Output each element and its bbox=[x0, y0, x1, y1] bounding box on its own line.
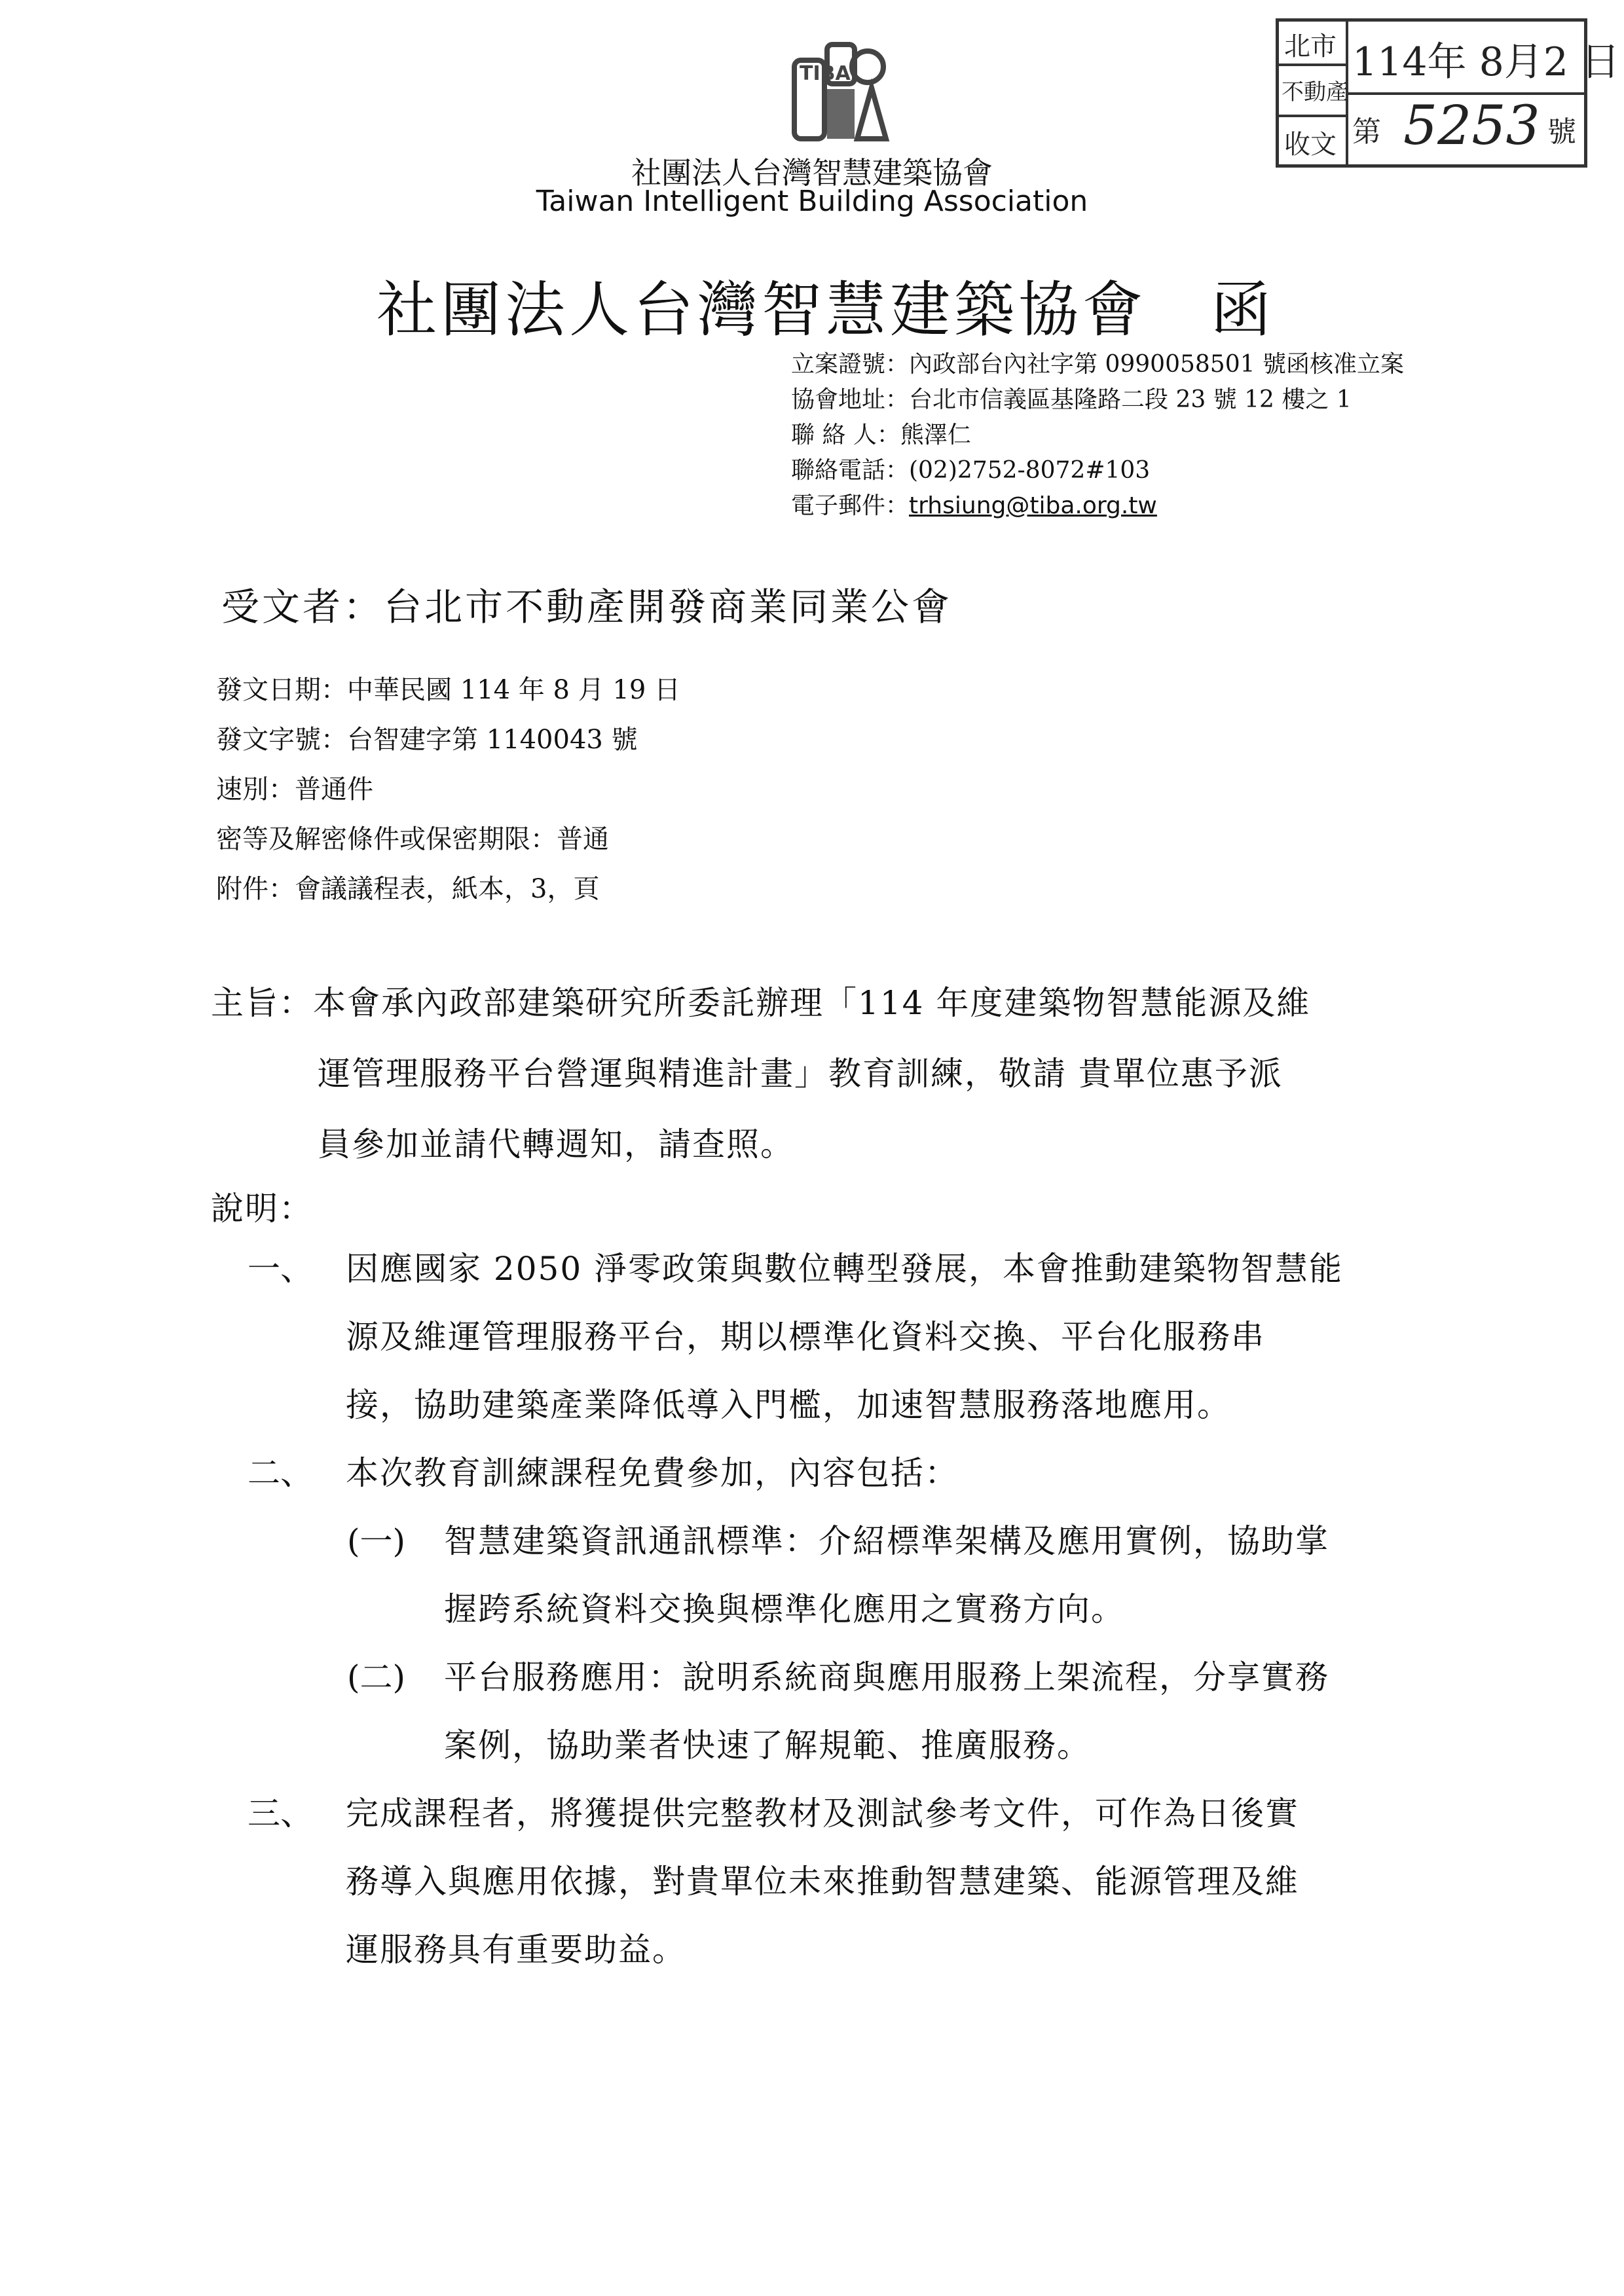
item-3-line-1: 完成課程者，將獲提供完整教材及測試參考文件，可作為日後實 bbox=[346, 1795, 1299, 1832]
confidentiality: 密等及解密條件或保密期限：普通 bbox=[216, 824, 609, 854]
subitem-1-mark: (一) bbox=[347, 1522, 406, 1560]
info-label: 電子郵件： bbox=[791, 492, 910, 519]
item-3-line-2: 務導入與應用依據，對貴單位未來推動智慧建築、能源管理及維 bbox=[346, 1863, 1299, 1901]
explanation-heading: 說明： bbox=[211, 1190, 313, 1228]
info-registration bbox=[791, 346, 1404, 379]
item-3-line-3: 運服務具有重要助益。 bbox=[346, 1931, 686, 1969]
item-2-line-1: 本次教育訓練課程免費參加，內容包括： bbox=[346, 1454, 959, 1492]
stamp-number: 5253 bbox=[1403, 95, 1540, 157]
subject-line-3: 員參加並請代轉週知，請查照。 bbox=[318, 1125, 794, 1163]
item-1-line-2: 源及維運管理服務平台，期以標準化資料交換、平台化服務串 bbox=[346, 1318, 1265, 1356]
subitem-2-mark: (二) bbox=[347, 1658, 406, 1696]
receipt-stamp bbox=[1276, 18, 1621, 168]
item-1-line-3: 接，協助建築產業降低導入門檻，加速智慧服務落地應用。 bbox=[346, 1386, 1231, 1424]
item-2-mark: 二、 bbox=[248, 1454, 313, 1492]
stamp-org-mid: 不動產 bbox=[1282, 79, 1348, 105]
stamp-no-prefix: 第 bbox=[1352, 115, 1381, 149]
item-1-line-1: 因應國家 2050 淨零政策與數位轉型發展，本會推動建築物智慧能 bbox=[346, 1250, 1344, 1288]
stamp-date: 114年 8月2 日 bbox=[1352, 39, 1621, 85]
info-address bbox=[791, 381, 1352, 414]
subitem-1-line-2: 握跨系統資料交換與標準化應用之實務方向。 bbox=[444, 1590, 1125, 1628]
recipient: 受文者：台北市不動產開發商業同業公會 bbox=[221, 585, 953, 629]
info-contact bbox=[791, 416, 971, 450]
email-link[interactable]: trhsiung@tiba.org.tw bbox=[909, 492, 1157, 519]
info-value: 熊澤仁 bbox=[900, 422, 971, 448]
info-email bbox=[791, 487, 1157, 520]
attachments: 附件：會議議程表，紙本，3，頁 bbox=[216, 874, 600, 904]
issue-date: 發文日期：中華民國 114 年 8 月 19 日 bbox=[216, 675, 680, 705]
info-label: 協會地址： bbox=[791, 386, 910, 413]
org-name-en: Taiwan Intelligent Building Association bbox=[536, 185, 1088, 218]
item-3-mark: 三、 bbox=[248, 1795, 313, 1832]
info-label: 立案證號： bbox=[791, 351, 910, 378]
info-value: 台北市信義區基隆路二段 23 號 12 樓之 1 bbox=[909, 386, 1352, 413]
urgency: 速別：普通件 bbox=[216, 774, 373, 805]
subitem-1-line-1: 智慧建築資訊通訊標準：介紹標準架構及應用實例，協助掌 bbox=[444, 1522, 1329, 1560]
stamp-no-suffix: 號 bbox=[1547, 115, 1576, 149]
info-label: 聯絡電話： bbox=[791, 457, 910, 484]
subject-line-1: 主旨：本會承內政部建築研究所委託辦理「114 年度建築物智慧能源及維 bbox=[211, 984, 1311, 1022]
info-phone bbox=[791, 452, 1150, 485]
item-1-mark: 一、 bbox=[248, 1250, 313, 1288]
subitem-2-line-1: 平台服務應用：說明系統商與應用服務上架流程，分享實務 bbox=[444, 1658, 1329, 1696]
info-label: 聯 絡 人： bbox=[791, 422, 900, 448]
subitem-2-line-2: 案例，協助業者快速了解規範、推廣服務。 bbox=[444, 1726, 1091, 1764]
stamp-org-top: 北市 bbox=[1284, 31, 1337, 62]
document-title: 社團法人台灣智慧建築協會 函 bbox=[377, 275, 1276, 345]
tiba-logo bbox=[789, 41, 897, 145]
logo-text: TIBA bbox=[800, 62, 851, 85]
org-name-cn: 社團法人台灣智慧建築協會 bbox=[631, 155, 993, 191]
stamp-org-bot: 收文 bbox=[1284, 130, 1337, 160]
subject-line-2: 運管理服務平台營運與精進計畫」教育訓練，敬請 貴單位惠予派 bbox=[318, 1055, 1283, 1093]
document-number: 發文字號：台智建字第 1140043 號 bbox=[216, 725, 638, 755]
info-value: (02)2752-8072#103 bbox=[909, 457, 1151, 484]
info-value: 內政部台內社字第 0990058501 號函核准立案 bbox=[909, 351, 1404, 378]
